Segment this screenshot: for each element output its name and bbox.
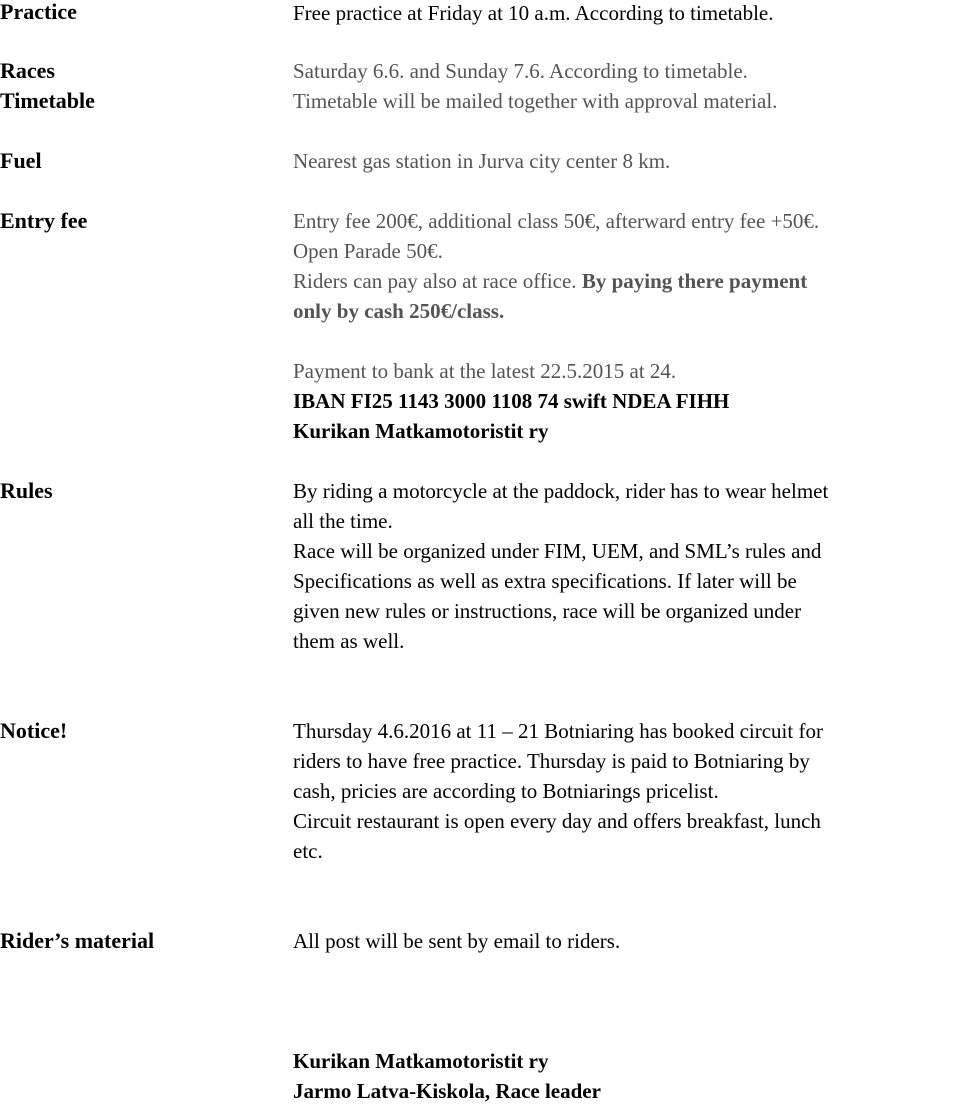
- bank-owner-line: Kurikan Matkamotoristit ry: [293, 419, 549, 443]
- races-line: Saturday 6.6. and Sunday 7.6. According to timetable.: [293, 59, 748, 83]
- entry-fee-line: Open Parade 50€.: [293, 239, 443, 263]
- fuel-text: [293, 146, 958, 176]
- notice-line: Circuit restaurant is open every day and offers breakfast, lunch: [293, 809, 821, 833]
- practice-label: Practice: [0, 0, 77, 24]
- rules-line: given new rules or instructions, race will be organized under: [293, 599, 802, 623]
- races-text: [293, 56, 958, 116]
- notice-label: Notice!: [0, 718, 68, 743]
- notice-text: [293, 716, 958, 866]
- signature-person: Jarmo Latva-Kiskola, Race leader: [293, 1079, 601, 1103]
- iban-line: IBAN FI25 1143 3000 1108 74 swift NDEA FIHH: [293, 389, 730, 413]
- rules-line: Specifications as well as extra specifications. If later will be: [293, 569, 797, 593]
- practice-text: [293, 0, 958, 28]
- fuel-label: Fuel: [0, 148, 42, 173]
- rules-label: Rules: [0, 478, 53, 503]
- entry-fee-line: [293, 266, 958, 296]
- races-label: Races: [0, 58, 55, 83]
- practice-line: Free practice at Friday at 10 a.m. According to timetable.: [293, 1, 774, 25]
- fuel-line: Nearest gas station in Jurva city center 8 km.: [293, 149, 671, 173]
- entry-fee-label: Entry fee: [0, 208, 88, 233]
- rules-line: Race will be organized under FIM, UEM, and SML’s rules and: [293, 539, 822, 563]
- races-timetable-label: [0, 56, 95, 116]
- entry-fee-line: Entry fee 200€, additional class 50€, afterward entry fee +50€.: [293, 209, 820, 233]
- notice-line: riders to have free practice. Thursday is paid to Botniaring by: [293, 749, 810, 773]
- entry-fee-office-text: Riders can pay also at race office.: [293, 269, 577, 293]
- notice-line: Thursday 4.6.2016 at 11 – 21 Botniaring has booked circuit for: [293, 719, 823, 743]
- rules-line: all the time.: [293, 509, 393, 533]
- rider-material-label: Rider’s material: [0, 928, 155, 953]
- payment-line: Payment to bank at the latest 22.5.2015 at 24.: [293, 359, 677, 383]
- payment-text: [293, 356, 958, 446]
- entry-fee-text: [293, 206, 958, 326]
- races-line: Timetable will be mailed together with approval material.: [293, 89, 778, 113]
- notice-line: etc.: [293, 839, 323, 863]
- rules-line: By riding a motorcycle at the paddock, rider has to wear helmet: [293, 479, 829, 503]
- rules-text: [293, 476, 958, 656]
- rider-material-line: All post will be sent by email to riders.: [293, 929, 621, 953]
- timetable-label: Timetable: [0, 88, 95, 113]
- entry-fee-bold-inline: By paying there payment: [581, 269, 808, 293]
- signature-organization: Kurikan Matkamotoristit ry: [293, 1049, 549, 1073]
- entry-fee-bold-line: only by cash 250€/class.: [293, 299, 505, 323]
- rules-line: them as well.: [293, 629, 405, 653]
- rider-material-text: [293, 926, 958, 956]
- signature-block: [293, 1046, 958, 1106]
- notice-line: cash, pricies are according to Botniarings pricelist.: [293, 779, 719, 803]
